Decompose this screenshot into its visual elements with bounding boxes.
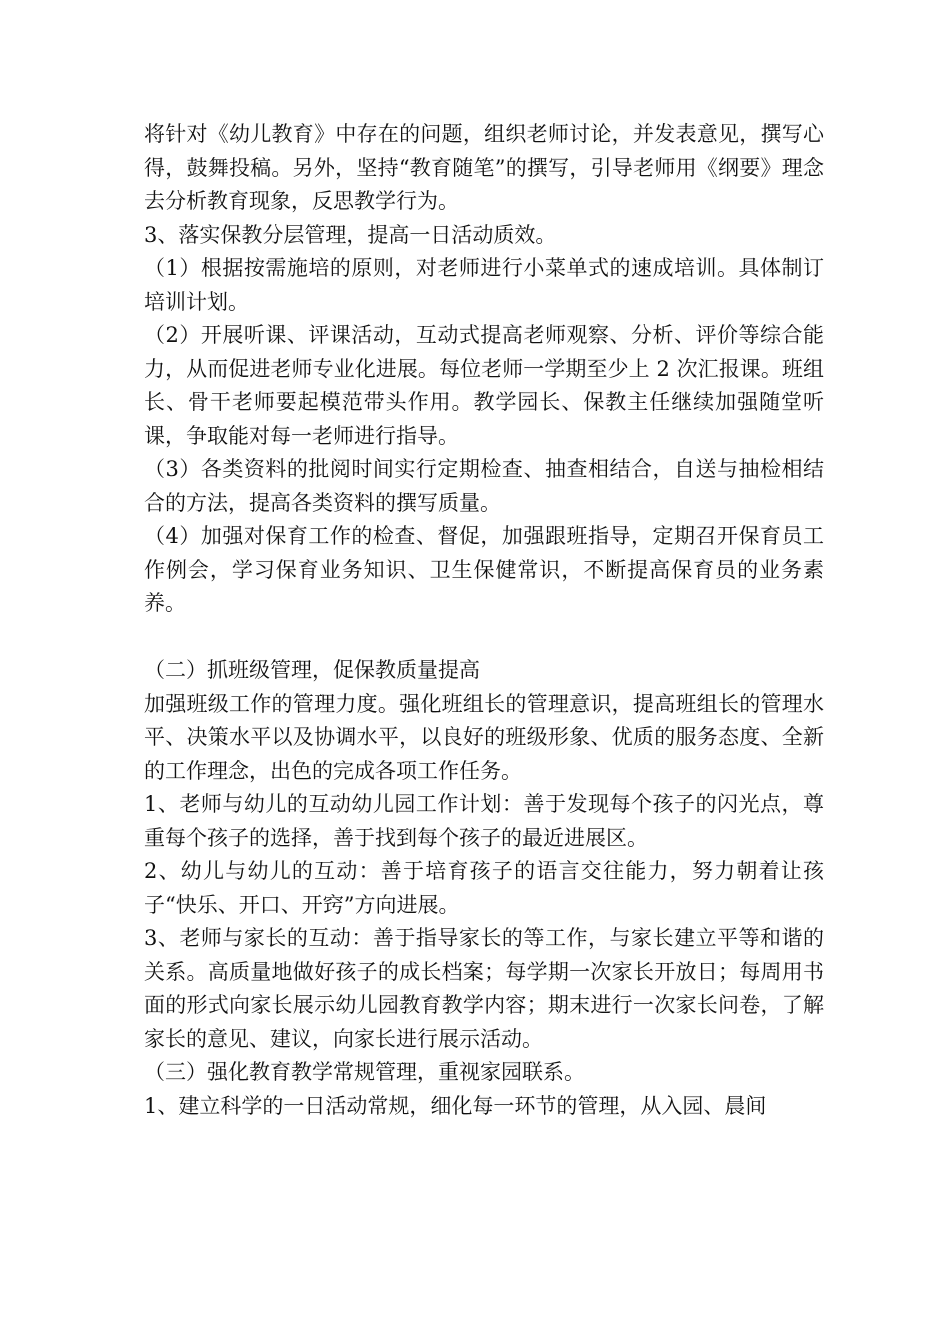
- blank-line: [144, 621, 824, 655]
- section-heading-teaching-routine: （三）强化教育教学常规管理，重视家园联系。: [144, 1060, 585, 1084]
- paragraph-teacher-parent-interaction: 3、老师与家长的互动：善于指导家长的等工作，与家长建立平等和谐的关系。高质量地做好孩子的成长档案；每学期一次家长开放日；每周用书面的形式向家长展示幼儿园教育教学内容；期末进行一次家长问卷，了解家长的意见、建议，向家长进行展示活动。: [144, 926, 824, 1051]
- paragraph-teacher-child-interaction: 1、老师与幼儿的互动幼儿园工作计划：善于发现每个孩子的闪光点，尊重每个孩子的选择，善于找到每个孩子的最近进展区。: [144, 792, 824, 850]
- document-body: [144, 118, 824, 1123]
- section-heading-class-management: （二）抓班级管理，促保教质量提高: [144, 658, 480, 682]
- paragraph-education-writing: 将针对《幼儿教育》中存在的问题，组织老师讨论，并发表意见，撰写心得，鼓舞投稿。另外，坚持“教育随笔”的撰写，引导老师用《纲要》理念去分析教育现象，反思教学行为。: [144, 122, 824, 213]
- paragraph-heading-layered-management: 3、落实保教分层管理，提高一日活动质效。: [144, 222, 557, 247]
- paragraph-item-1-training: （1）根据按需施培的原则，对老师进行小菜单式的速成培训。具体制订培训计划。: [144, 256, 824, 314]
- paragraph-child-child-interaction: 2、幼儿与幼儿的互动：善于培育孩子的语言交往能力，努力朝着让孩子“快乐、开口、开窍”方向进展。: [144, 859, 824, 917]
- paragraph-item-3-material-check: （3）各类资料的批阅时间实行定期检查、抽查相结合，自送与抽检相结合的方法，提高各类资料的撰写质量。: [144, 457, 824, 515]
- paragraph-class-management: 加强班级工作的管理力度。强化班组长的管理意识，提高班组长的管理水平、决策水平以及协调水平，以良好的班级形象、优质的服务态度、全新的工作理念，出色的完成各项工作任务。: [144, 691, 824, 783]
- paragraph-item-4-nursing-work: （4）加强对保育工作的检查、督促，加强跟班指导，定期召开保育员工作例会，学习保育业务知识、卫生保健常识，不断提高保育员的业务素养。: [144, 524, 824, 615]
- paragraph-daily-routine: 1、建立科学的一日活动常规，细化每一环节的管理，从入园、晨间: [144, 1093, 767, 1118]
- paragraph-item-2-lesson-review: （2）开展听课、评课活动，互动式提高老师观察、分析、评价等综合能力，从而促进老师专业化进展。每位老师一学期至少上 2 次汇报课。班组长、骨干老师要起模范带头作用。教学园长、保教主任继续加强随堂听课，争取能对每一老师进行指导。: [144, 323, 824, 448]
